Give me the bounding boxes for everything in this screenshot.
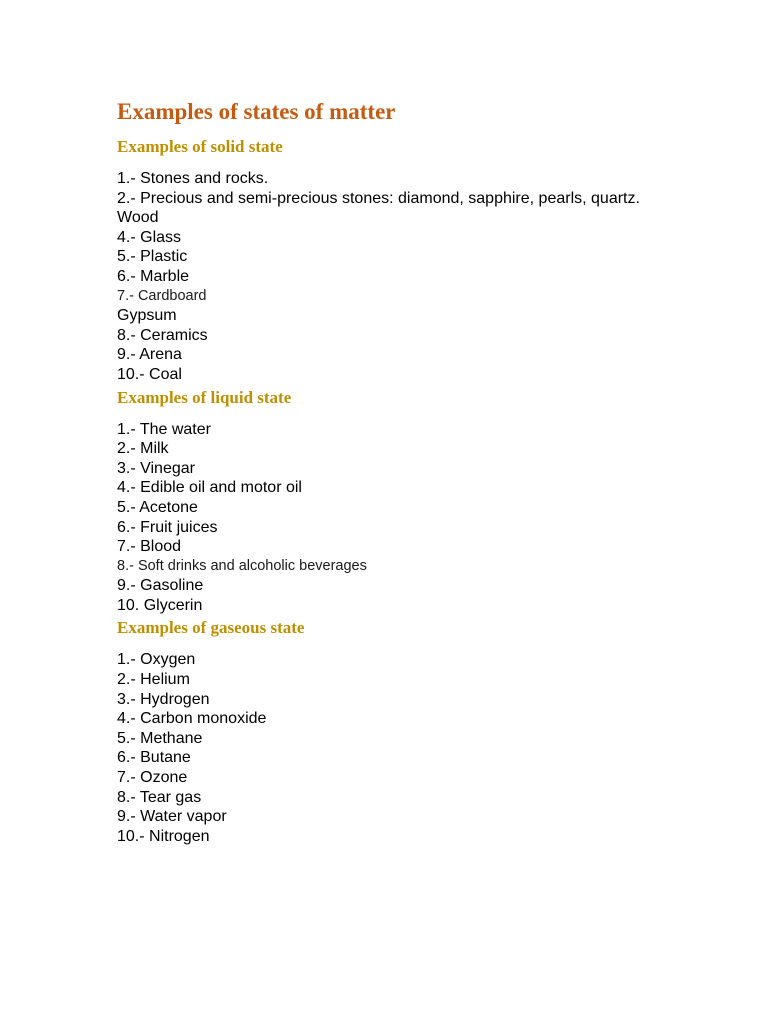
list-item: 8.- Soft drinks and alcoholic beverages bbox=[117, 557, 367, 574]
list-item: 5.- Methane bbox=[117, 729, 203, 747]
list-item: 10.- Coal bbox=[117, 365, 182, 383]
list-item: 4.- Edible oil and motor oil bbox=[117, 479, 302, 497]
list-item: 9.- Gasoline bbox=[117, 577, 204, 595]
list-item: 2.- Helium bbox=[117, 671, 190, 689]
list-item: 6.- Fruit juices bbox=[117, 518, 218, 536]
solid-list bbox=[117, 169, 657, 385]
list-item: 6.- Marble bbox=[117, 267, 190, 285]
list-item: Gypsum bbox=[117, 307, 177, 325]
list-item: 7.- Ozone bbox=[117, 769, 188, 787]
page-title: Examples of states of matter bbox=[117, 99, 396, 124]
list-item: 6.- Butane bbox=[117, 749, 191, 767]
gaseous-list bbox=[117, 650, 657, 846]
list-item: 9.- Arena bbox=[117, 346, 182, 364]
section-heading-solid: Examples of solid state bbox=[117, 137, 283, 156]
list-item: 3.- Vinegar bbox=[117, 459, 195, 477]
list-item: 2.- Milk bbox=[117, 440, 169, 458]
document-content bbox=[117, 96, 657, 846]
list-item: 2.- Precious and semi-precious stones: diamond, sapphire, pearls, quartz. bbox=[117, 189, 640, 207]
section-heading-gaseous: Examples of gaseous state bbox=[117, 618, 305, 638]
list-item: 7.- Blood bbox=[117, 538, 182, 556]
list-item: 4.- Glass bbox=[117, 228, 182, 246]
list-item: 5.- Plastic bbox=[117, 248, 188, 266]
list-item: Wood bbox=[117, 209, 159, 227]
list-item: 5.- Acetone bbox=[117, 498, 198, 516]
list-item: 1.- Stones and rocks. bbox=[117, 170, 269, 187]
list-item: 1.- Oxygen bbox=[117, 651, 196, 669]
list-item: 3.- Hydrogen bbox=[117, 690, 210, 708]
list-item: 8.- Tear gas bbox=[117, 788, 202, 806]
list-item: 4.- Carbon monoxide bbox=[117, 710, 267, 728]
list-item: 1.- The water bbox=[117, 420, 211, 438]
list-item: 10.- Nitrogen bbox=[117, 827, 210, 845]
list-item: 9.- Water vapor bbox=[117, 808, 227, 826]
list-item: 8.- Ceramics bbox=[117, 326, 208, 344]
list-item: 10. Glycerin bbox=[117, 596, 203, 614]
section-heading-liquid: Examples of liquid state bbox=[117, 387, 292, 407]
list-item: 7.- Cardboard bbox=[117, 287, 207, 304]
liquid-list bbox=[117, 420, 657, 616]
